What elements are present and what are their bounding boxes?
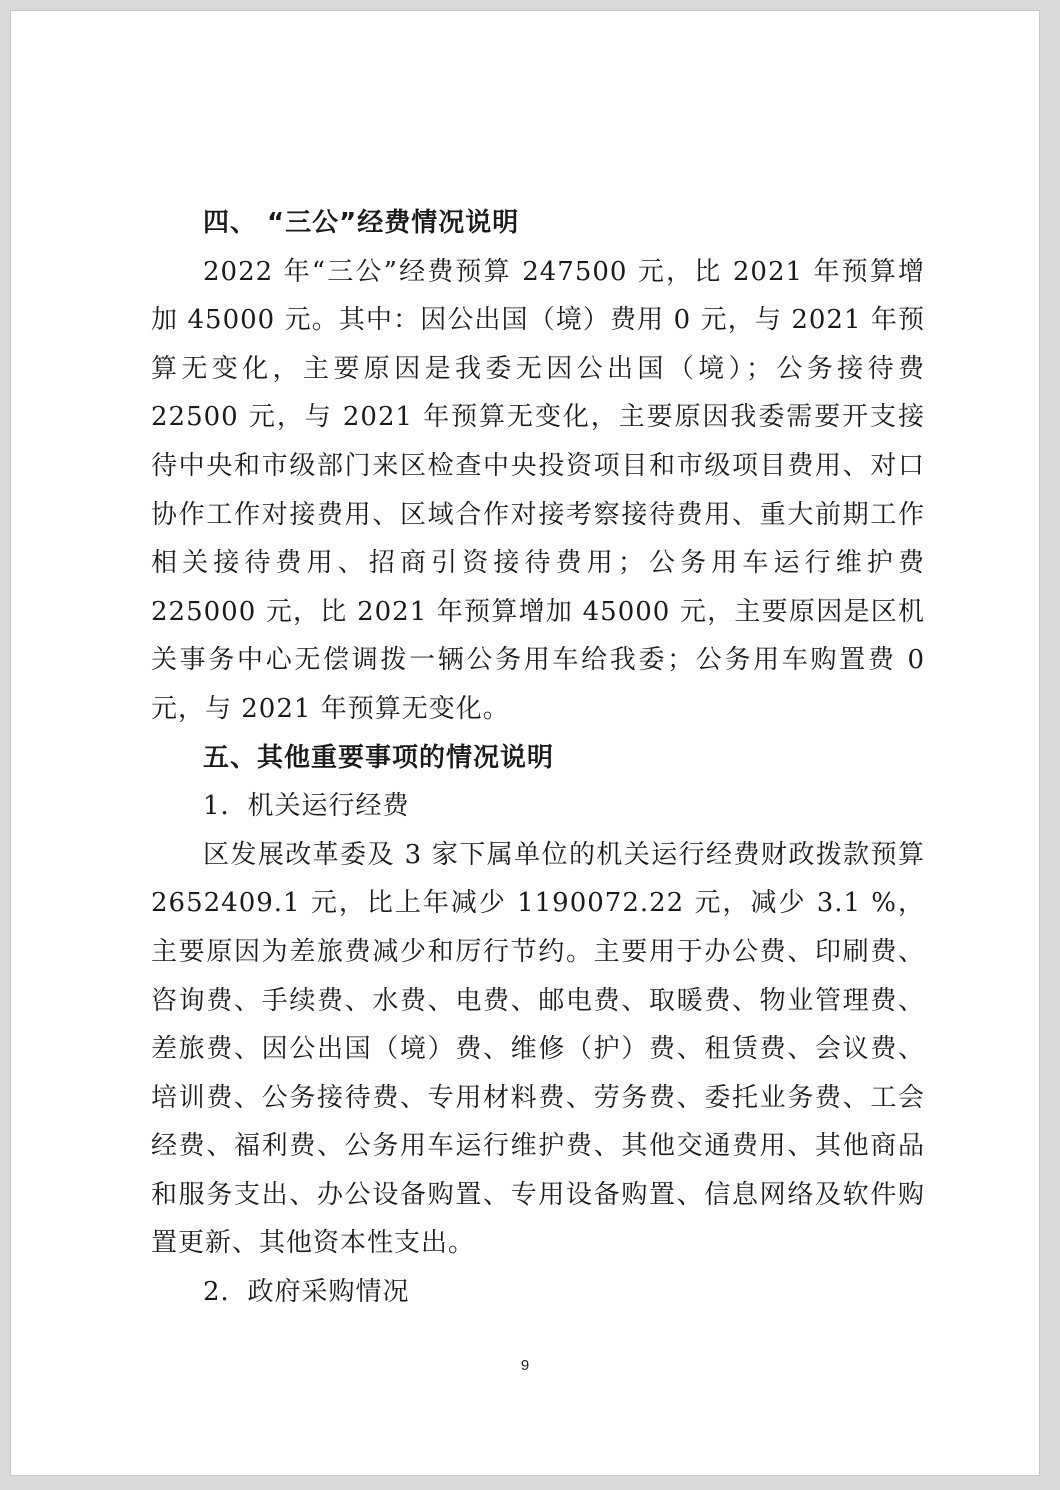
section-heading-five: 五、其他重要事项的情况说明 bbox=[203, 742, 555, 773]
paragraph-three-public-expenses: 2022 年“三公”经费预算 247500 元，比 2021 年预算增加 45000 元。其中：因公出国（境）费用 0 元，与 2021 年预算无变化，主要原因是我委无因公出国（境）；公务接待费 22500 元，与 2021 年预算无变化，主要原因我委需要开支接待中央和市级部门来区检查中央投资项目和市级项目费用、对口协作工作对接费用、区域合作对接考察接待费用、重大前期工作相关接待费用、招商引资接待费用；公务用车运行维护费 225000 元，比 2021 年预算增加 45000 元，主要原因是区机关事务中心无偿调拨一辆公务用车给我委；公务用车购置费 0 元，与 2021 年预算无变化。 bbox=[151, 256, 925, 724]
section-heading-four: 四、 “三公”经费情况说明 bbox=[203, 208, 520, 238]
document-body bbox=[151, 199, 925, 1317]
subheading-operating-expenses: 1．机关运行经费 bbox=[203, 791, 410, 822]
paragraph-operating-expenses: 区发展改革委及 3 家下属单位的机关运行经费财政拨款预算 2652409.1 元，比上年减少 1190072.22 元，减少 3.1 %，主要原因为差旅费减少和厉行节约。主要用于办公费、印刷费、咨询费、手续费、水费、电费、邮电费、取暖费、物业管理费、差旅费、因公出国（境）费、维修（护）费、租赁费、会议费、培训费、公务接待费、专用材料费、劳务费、委托业务费、工会经费、福利费、公务用车运行维护费、其他交通费用、其他商品和服务支出、办公设备购置、专用设备购置、信息网络及软件购置更新、其他资本性支出。 bbox=[151, 839, 925, 1259]
subheading-government-procurement: 2．政府采购情况 bbox=[203, 1277, 410, 1308]
document-page bbox=[10, 10, 1040, 1476]
page-number: 9 bbox=[520, 1357, 530, 1374]
